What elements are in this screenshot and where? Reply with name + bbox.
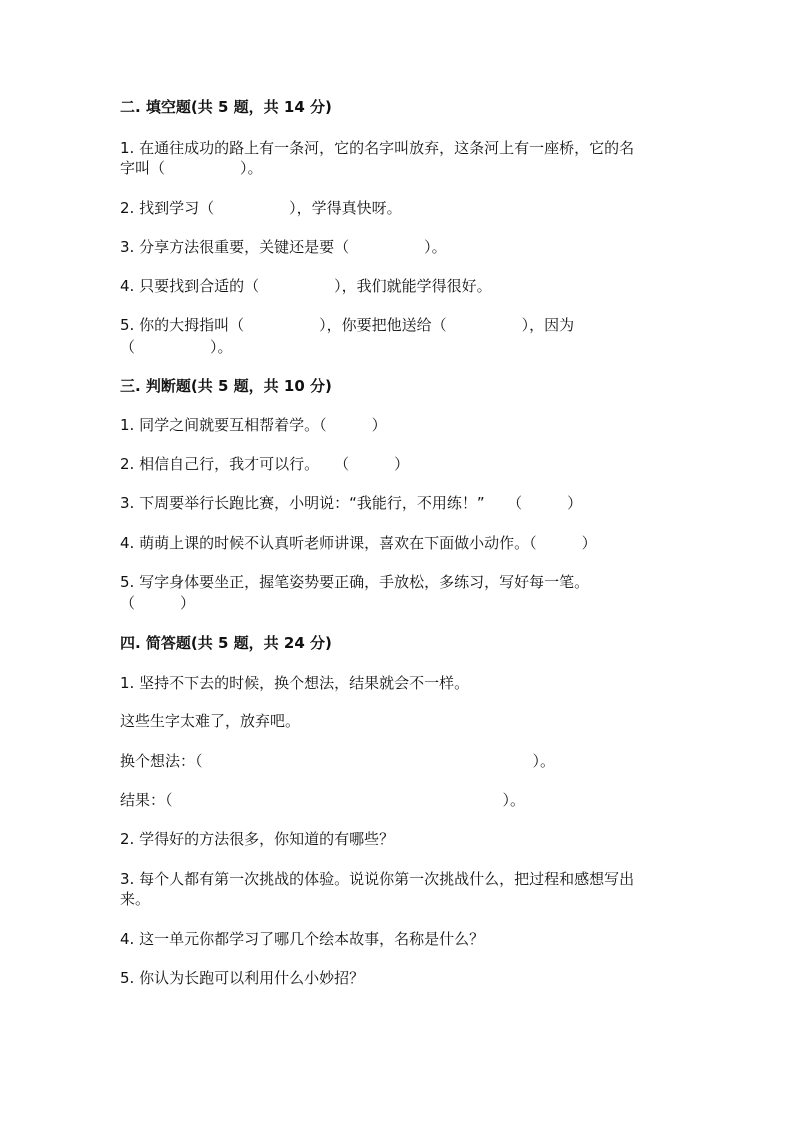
- s4-question-3-line-2: 来。: [120, 890, 151, 908]
- s2-question-5-line-1: 5. 你的大拇指叫（ ），你要把他送给（ ），因为: [120, 316, 575, 334]
- s3-question-4: 4. 萌萌上课的时候不认真听老师讲课，喜欢在下面做小动作。（ ）: [120, 534, 597, 552]
- s3-question-5-line-2: （ ）: [120, 594, 196, 612]
- s4-question-2: 2. 学得好的方法很多，你知道的有哪些？: [120, 830, 395, 848]
- s3-question-1: 1. 同学之间就要互相帮着学。（ ）: [120, 416, 387, 434]
- section-4-title: 四. 简答题(共 5 题，共 24 分): [120, 634, 332, 652]
- s4-question-4: 4. 这一单元你都学习了哪几个绘本故事，名称是什么？: [120, 930, 485, 948]
- s3-question-5-line-1: 5. 写字身体要坐正，握笔姿势要正确，手放松，多练习，写好每一笔。: [120, 573, 590, 591]
- s2-question-2: 2. 找到学习（ ），学得真快呀。: [120, 199, 402, 217]
- s2-question-3: 3. 分享方法很重要，关键还是要（ ）。: [120, 238, 447, 256]
- s4-question-1: 1. 坚持不下去的时候，换个想法，结果就会不一样。: [120, 674, 470, 692]
- section-2-title: 二. 填空题(共 5 题，共 14 分): [120, 98, 332, 116]
- s2-question-4: 4. 只要找到合适的（ ），我们就能学得很好。: [120, 277, 492, 295]
- s4-question-1-alt-thinking: 换个想法：（ ）。: [120, 752, 556, 770]
- s2-question-1-line-2: 字叫（ ）。: [120, 159, 263, 177]
- s3-question-3: 3. 下周要举行长跑比赛，小明说：“我能行，不用练！” （ ）: [120, 494, 583, 512]
- s2-question-1-line-1: 1. 在通往成功的路上有一条河，它的名字叫放弃，这条河上有一座桥，它的名: [120, 139, 635, 157]
- s4-question-1-example: 这些生字太难了，放弃吧。: [120, 712, 301, 730]
- s3-question-2: 2. 相信自己行，我才可以行。 （ ）: [120, 455, 410, 473]
- section-3-title: 三. 判断题(共 5 题，共 10 分): [120, 377, 332, 395]
- s4-question-3-line-1: 3. 每个人都有第一次挑战的体验。说说你第一次挑战什么，把过程和感想写出: [120, 870, 635, 888]
- s4-question-1-result: 结果：（ ）。: [120, 791, 526, 809]
- s2-question-5-line-2: （ ）。: [120, 338, 233, 356]
- s4-question-5: 5. 你认为长跑可以利用什么小妙招？: [120, 969, 365, 987]
